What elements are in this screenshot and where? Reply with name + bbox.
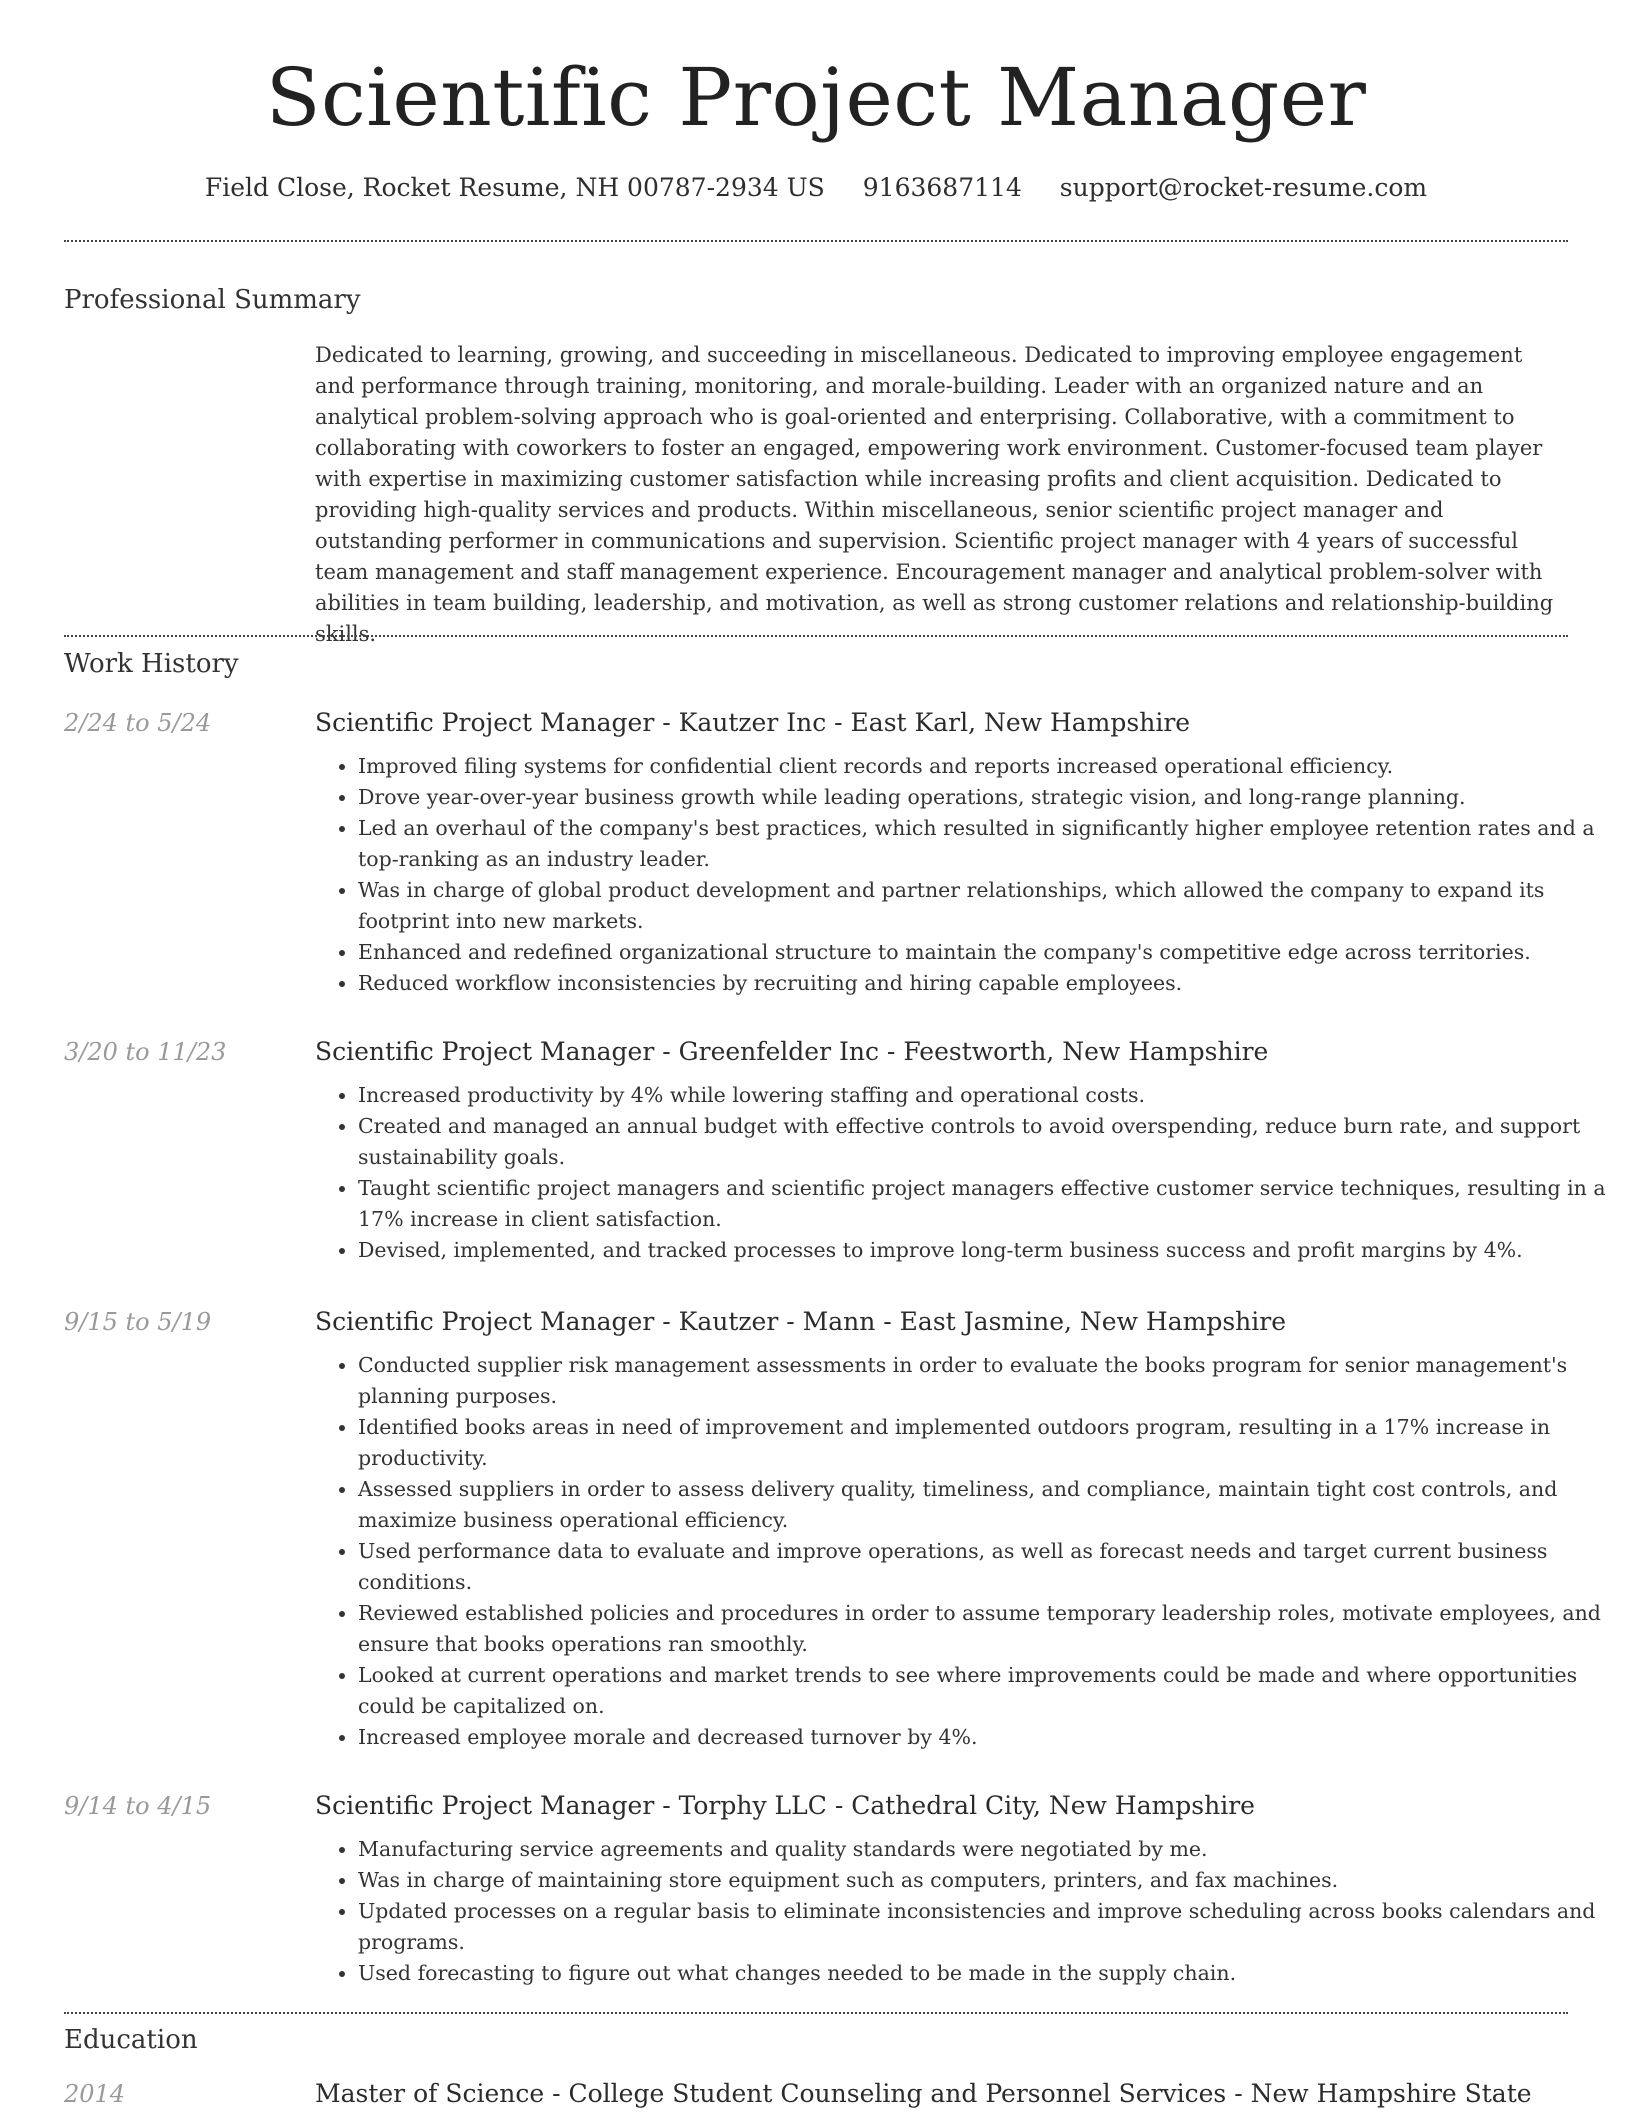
resume-name: Scientific Project Manager xyxy=(265,51,1367,144)
job-heading: Scientific Project Manager - Torphy LLC - Cathedral City, New Hampshire xyxy=(315,1791,1255,1820)
job-heading: Scientific Project Manager - Greenfelder Inc - Feestworth, New Hampshire xyxy=(315,1037,1269,1066)
contact-email[interactable]: support@rocket-resume.com xyxy=(1059,173,1428,202)
work-divider xyxy=(64,2012,1568,2014)
job-bullet: • Assessed suppliers in order to assess delivery quality, timeliness, and compliance, maintain tight cost controls, and maximize business operational efficiency. xyxy=(358,1474,1611,1536)
job-bullet: • Looked at current operations and market trends to see where improvements could be made and where opportunities could be capitalized on. xyxy=(358,1660,1611,1722)
summary-text: Dedicated to learning, growing, and succeeding in miscellaneous. Dedicated to improving employee engagement and performance through training, monitoring, and morale-building. Leader with an organized nature and an analytical problem-solving approach who is goal-oriented and enterprising. Collaborative, with a commitment to collaborating with coworkers to foster an engaged, empowering work environment. Customer-focused team player with expertise in maximizing customer satisfaction while increasing profits and client acquisition. Dedicated to providing high-quality services and products. Within miscellaneous, senior scientific project manager and outstanding performer in communications and supervision. Scientific project manager with 4 years of successful team management and staff management experience. Encouragement manager and analytical problem-solver with abilities in team building, leadership, and motivation, as well as strong customer relations and relationship-building skills. xyxy=(315,343,1554,646)
summary-divider xyxy=(64,635,1568,637)
job-bullet: • Taught scientific project managers and scientific project managers effective customer service techniques, resulting in a 17% increase in client satisfaction. xyxy=(358,1173,1611,1235)
job-bullets xyxy=(315,751,1611,999)
job-heading: Scientific Project Manager - Kautzer Inc - East Karl, New Hampshire xyxy=(315,708,1191,737)
job-dates: 9/15 to 5/19 xyxy=(64,1308,212,1336)
job-bullet: • Manufacturing service agreements and quality standards were negotiated by me. xyxy=(358,1834,1611,1865)
work-history-title: Work History xyxy=(64,649,239,679)
summary-title: Professional Summary xyxy=(64,285,361,315)
education-title: Education xyxy=(64,2025,198,2055)
job-heading: Scientific Project Manager - Kautzer - Mann - East Jasmine, New Hampshire xyxy=(315,1307,1287,1336)
job-bullet: • Was in charge of global product development and partner relationships, which allowed the company to expand its footprint into new markets. xyxy=(358,875,1611,937)
job-bullet: • Devised, implemented, and tracked processes to improve long-term business success and profit margins by 4%. xyxy=(358,1235,1611,1266)
job-bullet: • Improved filing systems for confidential client records and reports increased operational efficiency. xyxy=(358,751,1611,782)
job-bullet: • Reduced workflow inconsistencies by recruiting and hiring capable employees. xyxy=(358,968,1611,999)
job-bullet: • Enhanced and redefined organizational structure to maintain the company's competitive edge across territories. xyxy=(358,937,1611,968)
job-bullet: • Created and managed an annual budget with effective controls to avoid overspending, reduce burn rate, and support sustainability goals. xyxy=(358,1111,1611,1173)
job-bullet: • Reviewed established policies and procedures in order to assume temporary leadership roles, motivate employees, and ensure that books operations ran smoothly. xyxy=(358,1598,1611,1660)
header-divider xyxy=(64,240,1568,242)
job-bullet: • Identified books areas in need of improvement and implemented outdoors program, resulting in a 17% increase in productivity. xyxy=(358,1412,1611,1474)
contact-address: Field Close, Rocket Resume, NH 00787-2934 US xyxy=(204,173,825,202)
job-bullet: • Used forecasting to figure out what changes needed to be made in the supply chain. xyxy=(358,1958,1611,1989)
contact-line xyxy=(0,170,1632,206)
job-bullets xyxy=(315,1834,1611,1989)
job-bullet: • Conducted supplier risk management assessments in order to evaluate the books program for senior management's planning purposes. xyxy=(358,1350,1611,1412)
job-bullet: • Drove year-over-year business growth while leading operations, strategic vision, and long-range planning. xyxy=(358,782,1611,813)
job-bullet: • Increased productivity by 4% while lowering staffing and operational costs. xyxy=(358,1080,1611,1111)
education-year: 2014 xyxy=(64,2080,126,2108)
job-dates: 9/14 to 4/15 xyxy=(64,1792,212,1820)
education-heading: Master of Science - College Student Counseling and Personnel Services - New Hampshire State xyxy=(315,2079,1532,2108)
job-bullet: • Increased employee morale and decreased turnover by 4%. xyxy=(358,1722,1611,1753)
job-dates: 2/24 to 5/24 xyxy=(64,709,212,737)
contact-phone: 9163687114 xyxy=(862,173,1022,202)
job-bullet: • Was in charge of maintaining store equipment such as computers, printers, and fax machines. xyxy=(358,1865,1611,1896)
job-bullets xyxy=(315,1350,1611,1753)
job-bullet: • Updated processes on a regular basis to eliminate inconsistencies and improve scheduling across books calendars and programs. xyxy=(358,1896,1611,1958)
job-bullet: • Led an overhaul of the company's best practices, which resulted in significantly higher employee retention rates and a top-ranking as an industry leader. xyxy=(358,813,1611,875)
job-bullet: • Used performance data to evaluate and improve operations, as well as forecast needs and target current business conditions. xyxy=(358,1536,1611,1598)
job-bullets xyxy=(315,1080,1611,1266)
job-dates: 3/20 to 11/23 xyxy=(64,1038,227,1066)
